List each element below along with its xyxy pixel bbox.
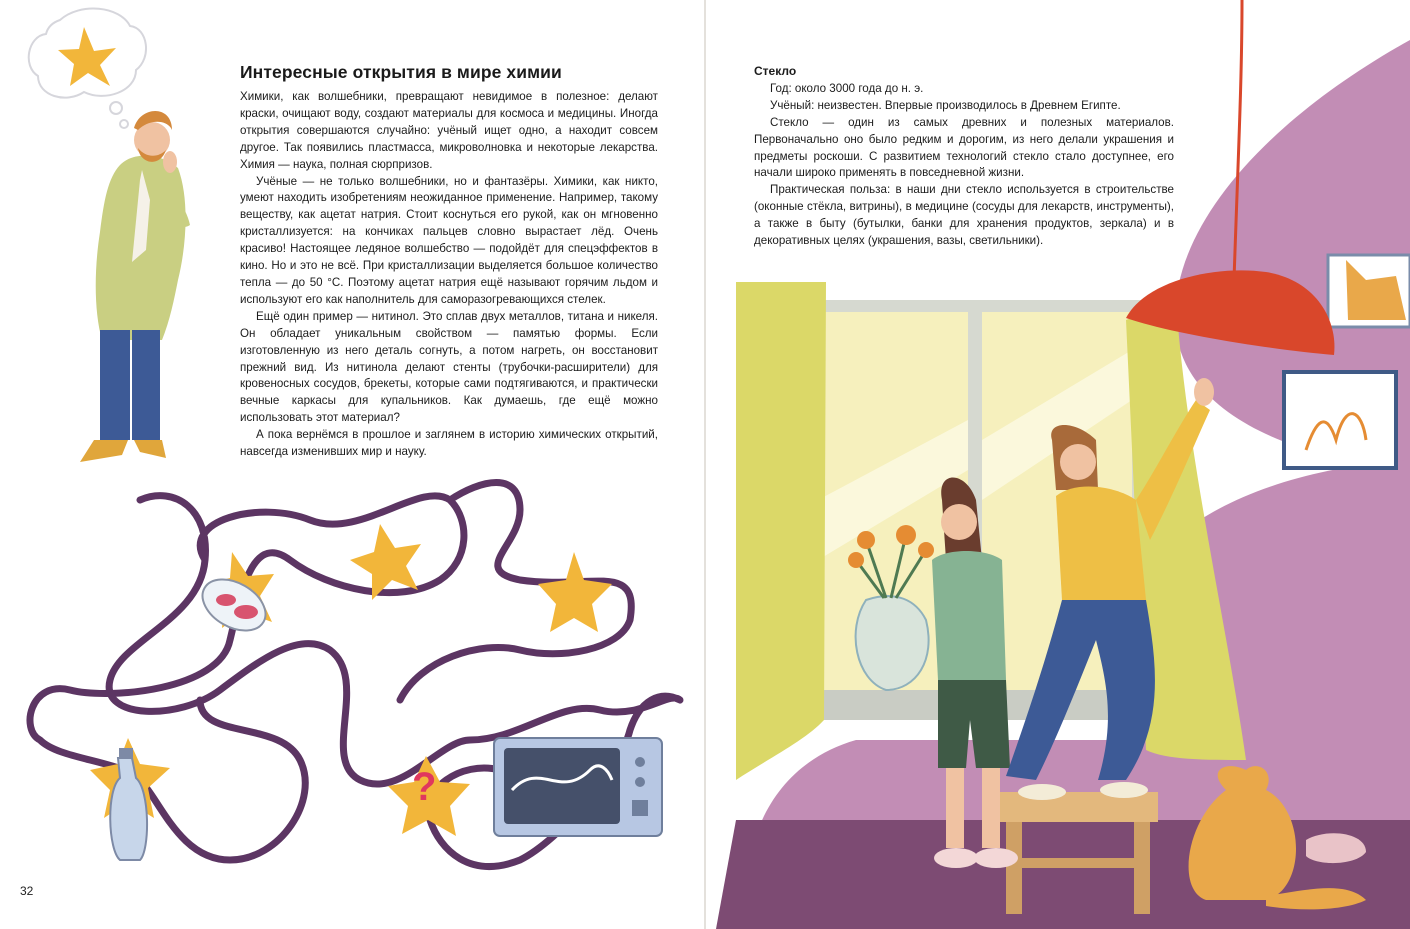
paragraph: Учёные — не только волшебники, но и фантазёры. Химики, как никто, умеют находить изобретениям неожиданное применение. Например, такому веществу, как ацетат натрия. Стоит коснуться его рукой, как он мгновенно кристаллизуется: на кончиках пальцев словно вырастает лёд. Очень красиво! Настоящее ледяное волшебство — подойдёт для спецэффектов в кино. Но и это не всё. При кристаллизации выделяется большое количество тепла — до 50 °С. Поэтому ацетат натрия ещё называют горячим льдом и используют его как наполнитель для саморазогревающихся стелек.	[240, 174, 658, 306]
microwave-illustration	[494, 738, 662, 836]
star-icon	[538, 552, 612, 632]
paragraph: Практическая польза: в наши дни стекло используется в строительстве (оконные стёкла, витрины), в медицине (сосуды для лекарств, инструменты), а также в быту (бутылки, банки для хранения продуктов, зеркала) и в декоративных целях (украшения, вазы, светильники).	[754, 183, 1174, 248]
question-mark-icon: ?	[412, 765, 437, 809]
glass-section	[754, 63, 1174, 250]
scientist-illustration	[80, 111, 190, 462]
section-heading: Стекло	[754, 64, 797, 78]
paragraph: Ещё один пример — нитинол. Это сплав двух металлов, титана и никеля. Он обладает уникальным свойством — памятью формы. Если изготовленную из него деталь согнуть, а потом нагреть, он восстановит прежний вид. Из нитинола делают стенты (трубочки-расширители) для кровеносных сосудов, брекеты, которые сами подтягиваются, и практически вечные каркасы для купальников. Как думаешь, где ещё можно использовать этот материал?	[240, 309, 658, 425]
paragraph: А пока вернёмся в прошлое и заглянем в историю химических открытий, навсегда изменивших мир и науку.	[240, 428, 658, 459]
page-number: 32	[20, 884, 34, 898]
intro-text	[240, 89, 658, 461]
right-page	[706, 0, 1410, 929]
paragraph: Учёный: неизвестен. Впервые производилось в Древнем Египте.	[770, 98, 1121, 112]
thought-bubble	[29, 9, 146, 128]
paragraph: Стекло — один из самых древних и полезных материалов. Первоначально оно было редким и дорогим, из него делали украшения и предметы роскоши. С развитием технологий стекло стало доступнее, его начали широко применять в повседневной жизни.	[754, 115, 1174, 180]
paragraph: Химики, как волшебники, превращают невидимое в полезное: делают краски, очищают воду, создают материалы для космоса и медицины. Иногда открытия совершаются случайно: учёный ищет одно, а находит совсем другое. Так появились пластмасса, микроволновка и некоторые лекарства. Химия — наука, полная сюрпризов.	[240, 90, 658, 171]
paragraph: Год: около 3000 года до н. э.	[770, 81, 924, 95]
page-title: Интересные открытия в мире химии	[240, 62, 562, 82]
